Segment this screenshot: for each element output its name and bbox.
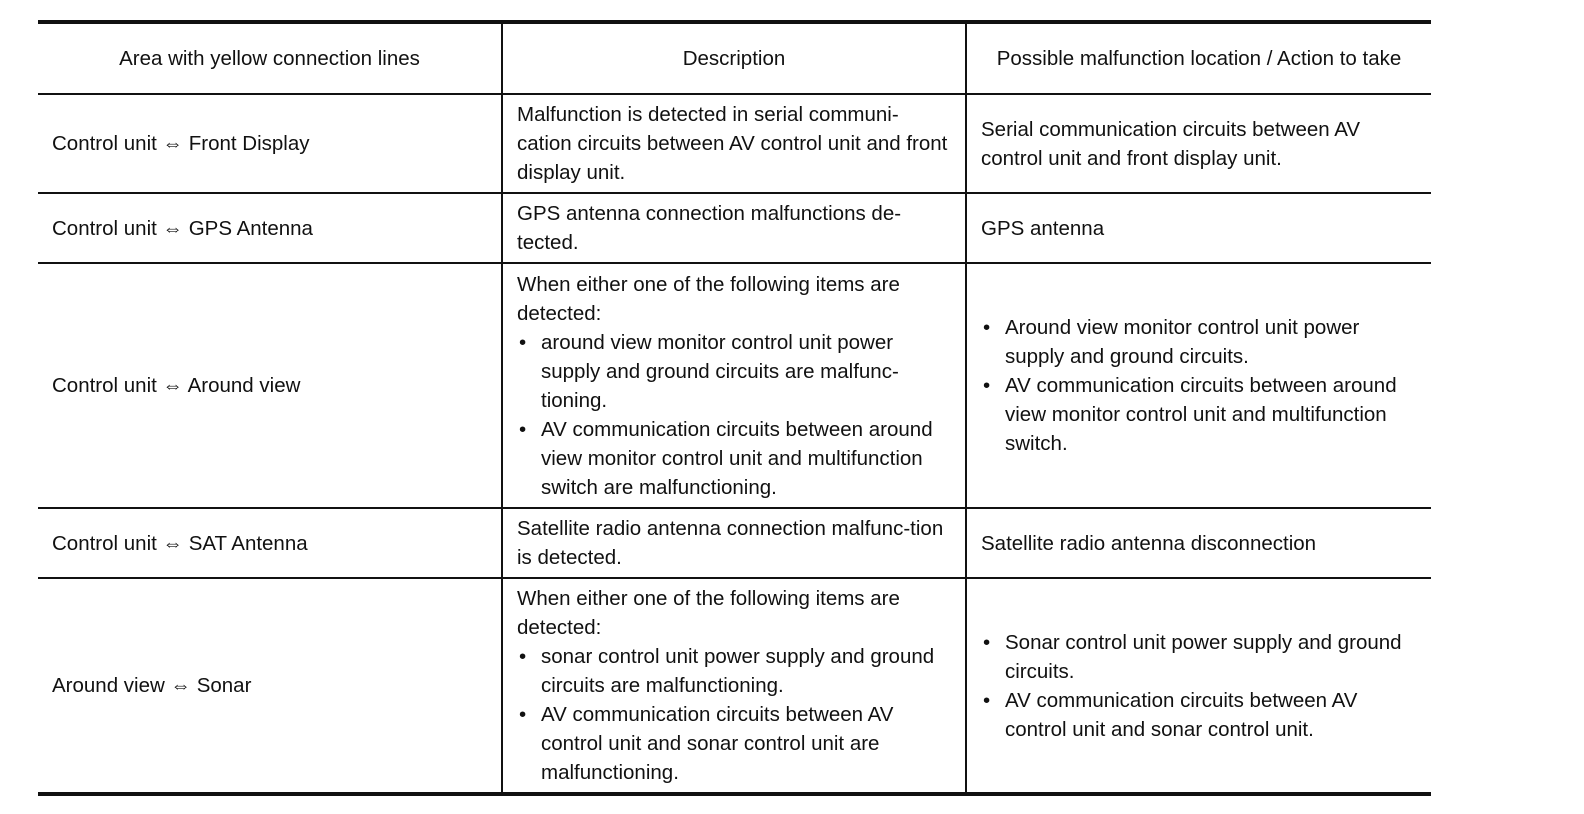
action-cell: GPS antenna (966, 193, 1431, 263)
header-action: Possible malfunction location / Action to take (966, 22, 1431, 94)
area-cell: Control unit ⇔ GPS Antenna (38, 193, 502, 263)
action-cell: Serial communication circuits between AV control unit and front display unit. (966, 94, 1431, 193)
header-area: Area with yellow connection lines (119, 47, 420, 70)
action-bullet: • AV communication circuits between AV control unit and sonar control unit. (981, 686, 1417, 744)
action-bullet: • Around view monitor control unit power supply and ground circuits. (981, 313, 1417, 371)
table-row (38, 193, 1431, 263)
action-bullet: • Sonar control unit power supply and ground circuits. (981, 628, 1417, 686)
area-cell: Around view ⇔ Sonar (38, 578, 502, 794)
diagnosis-table (38, 20, 1431, 796)
area-cell: Control unit ⇔ Around view (38, 263, 502, 508)
description-bullet-list (517, 328, 951, 502)
description-bullet: • around view monitor control unit power supply and ground circuits are malfunc-tioning. (517, 328, 951, 415)
description-cell (502, 263, 966, 508)
action-cell (966, 578, 1431, 794)
action-bullet-list (981, 628, 1417, 744)
area-cell: Control unit ⇔ SAT Antenna (38, 508, 502, 578)
action-cell: Satellite radio antenna disconnection (966, 508, 1431, 578)
table-row (38, 263, 1431, 508)
description-bullet: • sonar control unit power supply and ground circuits are malfunctioning. (517, 642, 951, 700)
table-row (38, 508, 1431, 578)
table-row (38, 94, 1431, 193)
description-bullet: • AV communication circuits between around view monitor control unit and multifunction switch are malfunctioning. (517, 415, 951, 502)
description-cell: GPS antenna connection malfunctions de-tected. (502, 193, 966, 263)
header-description: Description (502, 22, 966, 94)
description-cell (502, 578, 966, 794)
description-cell: Malfunction is detected in serial communi-cation circuits between AV control unit and front display unit. (502, 94, 966, 193)
description-intro: When either one of the following items are detected: (517, 587, 900, 639)
description-intro: When either one of the following items are detected: (517, 272, 900, 325)
area-cell: Control unit ⇔ Front Display (38, 94, 502, 193)
action-cell (966, 263, 1431, 508)
table-row (38, 578, 1431, 794)
action-bullet-list (981, 313, 1417, 458)
description-bullet-list (517, 642, 951, 787)
description-bullet: • AV communication circuits between AV control unit and sonar control unit are malfunctioning. (517, 700, 951, 787)
table-header-row (38, 22, 1431, 94)
action-bullet: • AV communication circuits between around view monitor control unit and multifunction switch. (981, 371, 1417, 458)
description-cell: Satellite radio antenna connection malfunc-tion is detected. (502, 508, 966, 578)
